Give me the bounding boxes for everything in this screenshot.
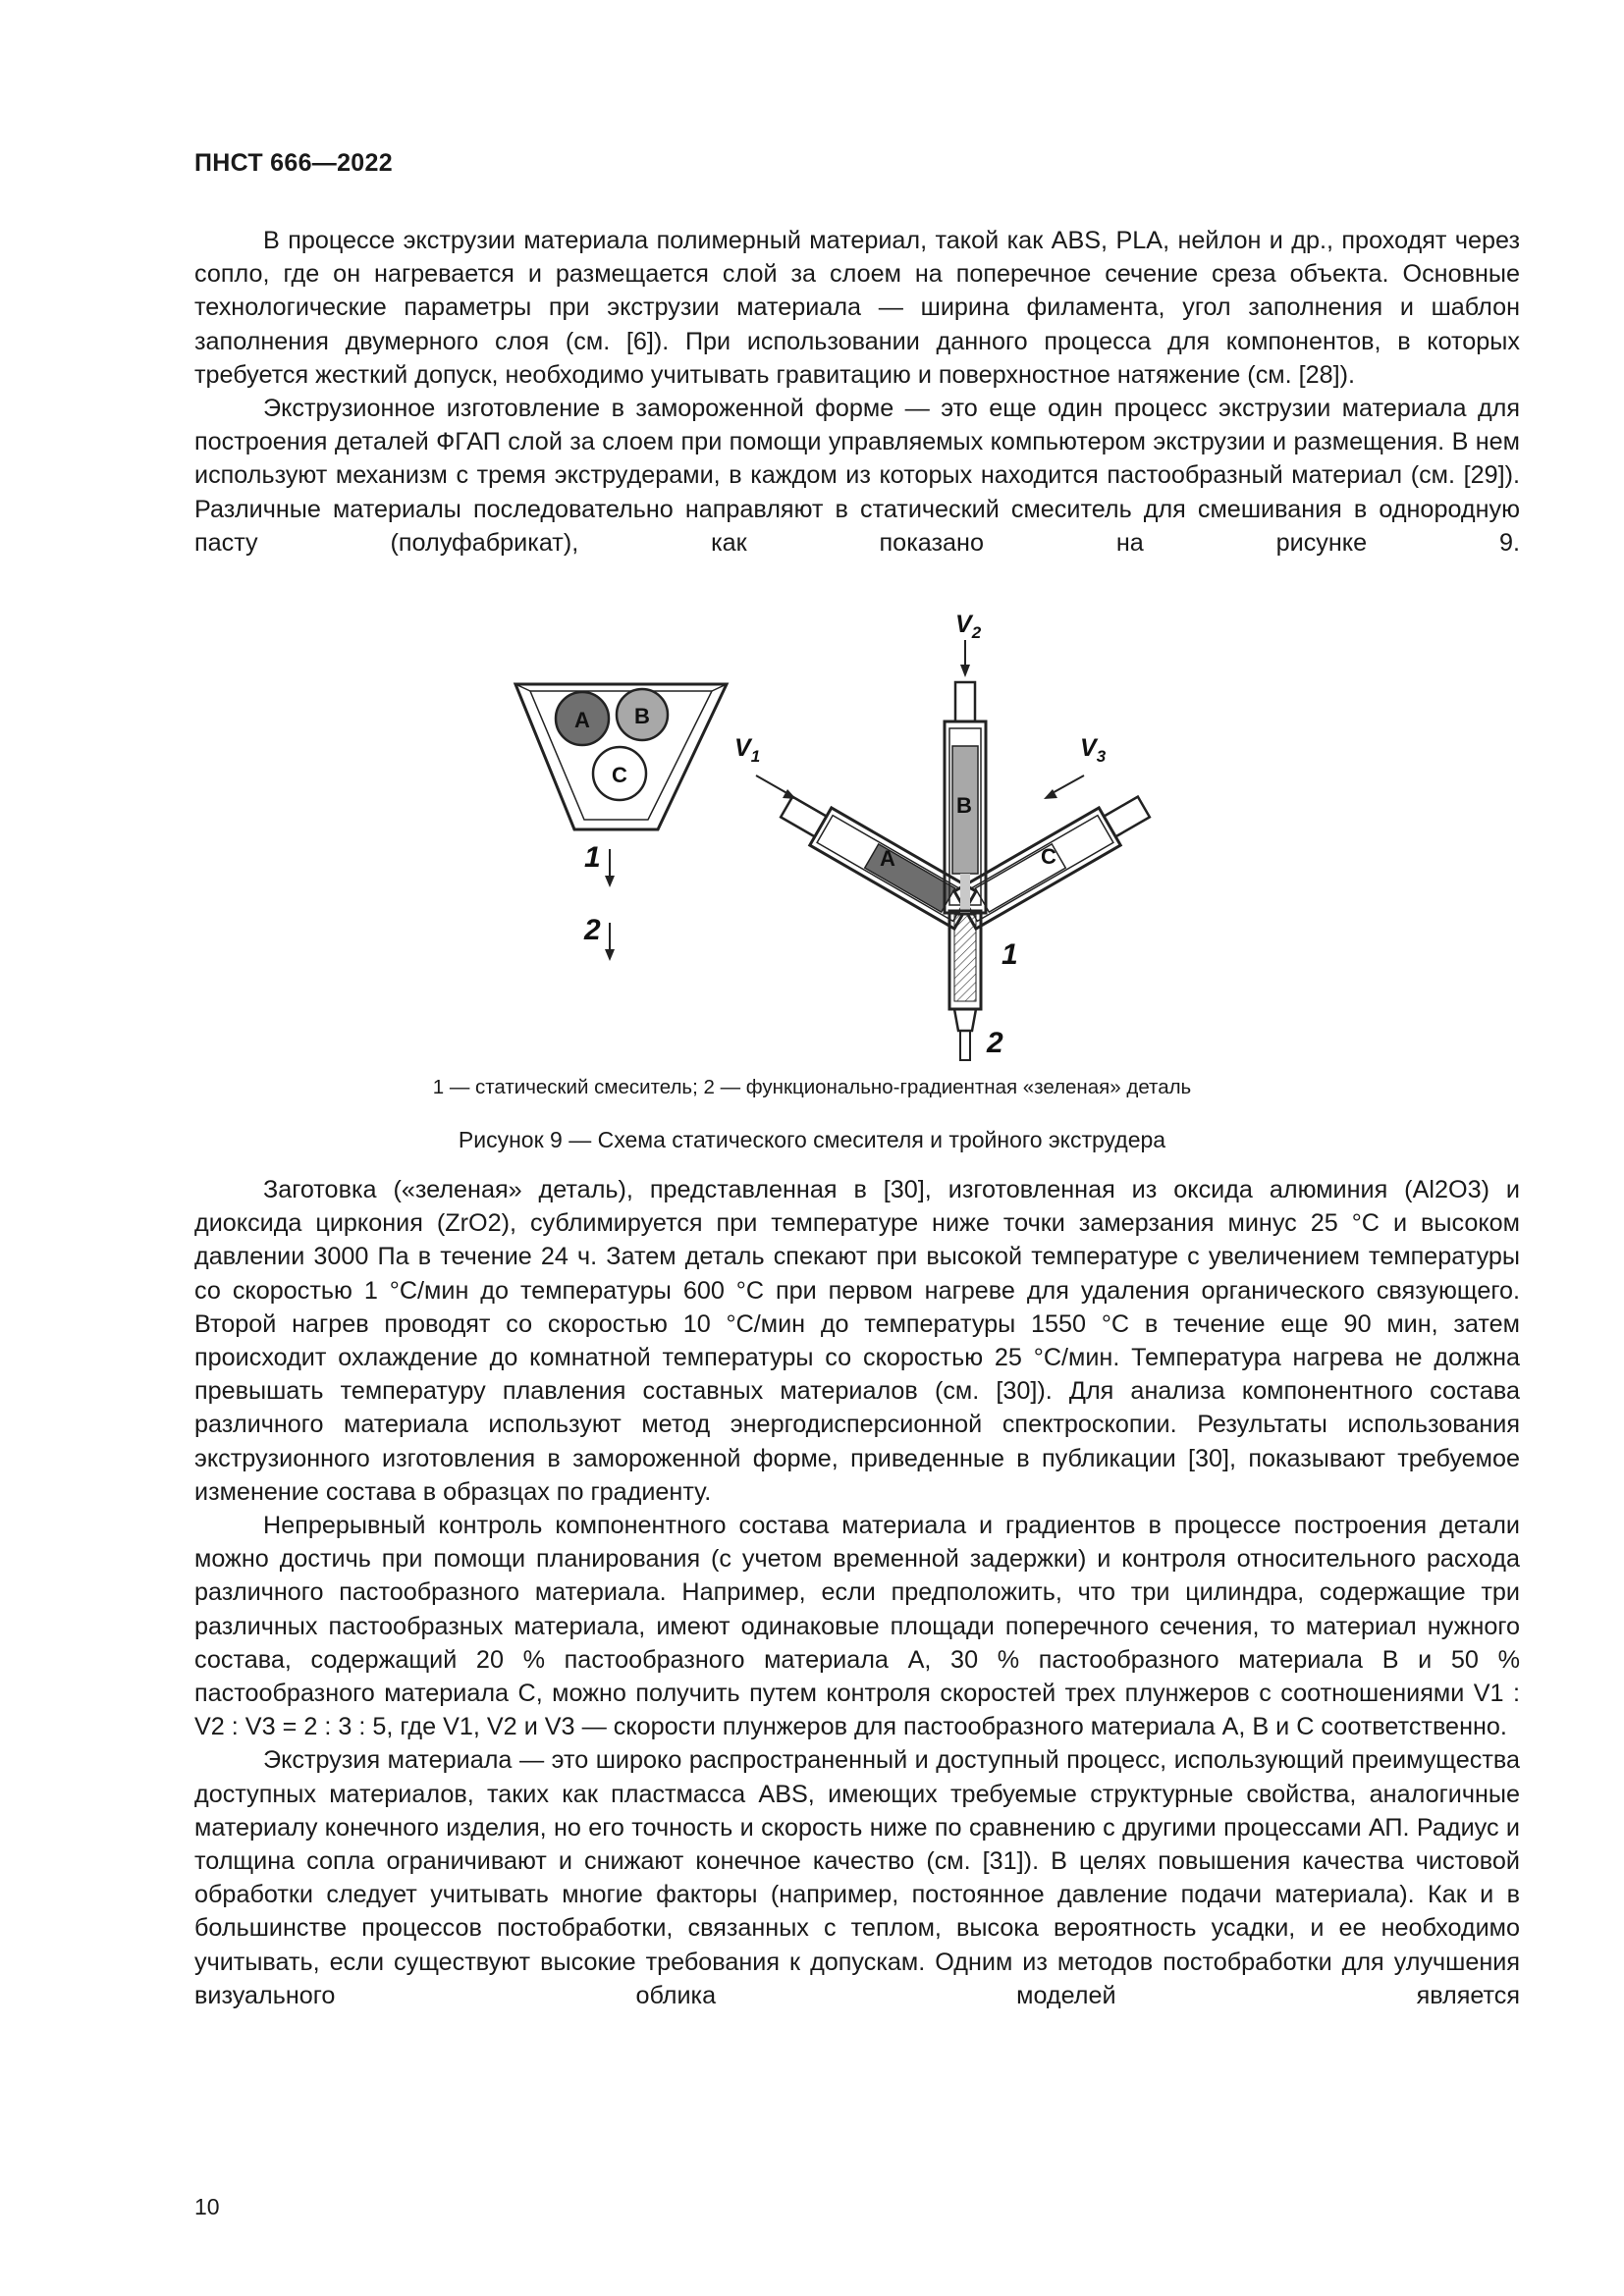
- hopper-flow-markers: [583, 841, 615, 961]
- label-c: C: [612, 763, 627, 787]
- static-mixer-diagram: [491, 609, 1107, 1060]
- figure-caption: Рисунок 9 — Схема статического смесителя и тройного экструдера: [458, 1127, 1166, 1152]
- extruder-label-c: C: [1041, 844, 1056, 869]
- label-v3-text: $V_3$: [1080, 734, 1107, 766]
- paragraph-1: В процессе экструзии материала полимерный материал, такой как ABS, PLA, нейлон и др., проходят через сопло, где он нагревается и размещается слой за слоем на поперечное сечение среза объекта. Основные технологические параметры при экструзии материала — ширина филамента, угол заполнения и шаблон заполнения двумерного слоя (см. [6]). При использовании данного процесса для компонентов, в которых требуется жесткий допуск, необходимо учитывать гравитацию и поверхностное натяжение (см. [28]).: [194, 227, 1520, 389]
- hopper-label-2: 2: [584, 914, 601, 946]
- part-label-2: 2: [987, 1027, 1003, 1059]
- label-a: A: [574, 708, 590, 732]
- label-v2: $V_2$: [955, 611, 982, 642]
- page-number: 10: [194, 2194, 220, 2219]
- paragraph-4: Непрерывный контроль компонентного состава материала и градиентов в процессе построения детали можно достичь при помощи планирования (с учетом временной задержки) и контроля относительного расхода различного пастообразного материала. Например, если предположить, что три цилиндра, содержащие три различных пастообразных материала, имеют одинаковые площади поперечного сечения, то материал нужного состава, содержащий 20 % пастообразного материала А, 30 % пастообразного материала В и 50 % пастообразного материала С, можно получить путем контроля скоростей трех плунжеров с соотношениями V1 : V2 : V3 = 2 : 3 : 5, где V1, V2 и V3 — скорости плунжеров для пастообразного материала А, В и С соответственно.: [194, 1512, 1520, 1741]
- extruder-label-b: B: [956, 793, 972, 818]
- figure-9: [491, 609, 1107, 1060]
- paragraph-3: Заготовка («зеленая» деталь), представленная в [30], изготовленная из оксида алюминия (Al2O3) и диоксида циркония (ZrO2), сублимируется при температуре ниже точки замерзания минус 25 °C и высоком давлении 3000 Па в течение 24 ч. Затем деталь спекают при высокой температуре с увеличением температуры со скоростью 1 °C/мин до температуры 600 °C при первом нагреве для удаления органического связующего. Второй нагрев проводят со скоростью 10 °C/мин до температуры 1550 °C в течение еще 90 мин, затем происходит охлаждение до комнатной температуры со скоростью 25 °C/мин. Температура нагрева не должна превышать температуру плавления составных материалов (см. [30]). Для анализа компонентного состава различного материала используют метод энергодисперсионной спектроскопии. Результаты использования экструзионного изготовления в замороженной форме, приведенные в публикации [30], показывают требуемое изменение состава в образцах по градиенту.: [194, 1176, 1520, 1506]
- mixer-label-1: 1: [1001, 938, 1018, 971]
- figure-legend: 1 — статический смеситель; 2 — функционально-градиентная «зеленая» деталь: [432, 1076, 1192, 1098]
- extruder-label-a: A: [880, 846, 895, 871]
- hopper-cross-section: [515, 684, 727, 829]
- paragraph-2: Экструзионное изготовление в замороженной форме — это еще один процесс экструзии материала для построения деталей ФГАП слой за слоем при помощи управляемых компьютером экструзии и размещения. В нем используют механизм с тремя экструдерами, в каждом из которых находится пастообразный материал (см. [29]). Различные материалы последовательно направляют в статический смеситель для смешивания в однородную пасту (полуфабрикат), как показано на рисунке 9.: [194, 395, 1520, 557]
- static-mixer: [949, 911, 981, 1060]
- label-v1: $V_1$: [734, 734, 761, 766]
- text-block-bottom: [194, 1173, 1520, 2012]
- text-block-top: [194, 224, 1520, 560]
- paragraph-5: Экструзия материала — это широко распространенный и доступный процесс, использующий преимущества доступных материалов, таких как пластмасса ABS, имеющих требуемые структурные свойства, аналогичные материалу конечного изделия, но его точность и скорость ниже по сравнению с другими процессами АП. Радиус и толщина сопла ограничивают и снижают конечное качество (см. [31]). В целях повышения качества чистовой обработки следует учитывать многие факторы (например, постоянное давление подачи материала). Как и в большинстве процессов постобработки, связанных с теплом, высока вероятность усадки, и ее необходимо учитывать, если существуют высокие требования к допускам. Одним из методов постобработки для улучшения визуального облика моделей является: [194, 1746, 1520, 2009]
- label-b: B: [634, 704, 650, 728]
- hopper-label-1: 1: [584, 841, 601, 874]
- document-header: ПНСТ 666—2022: [194, 149, 393, 177]
